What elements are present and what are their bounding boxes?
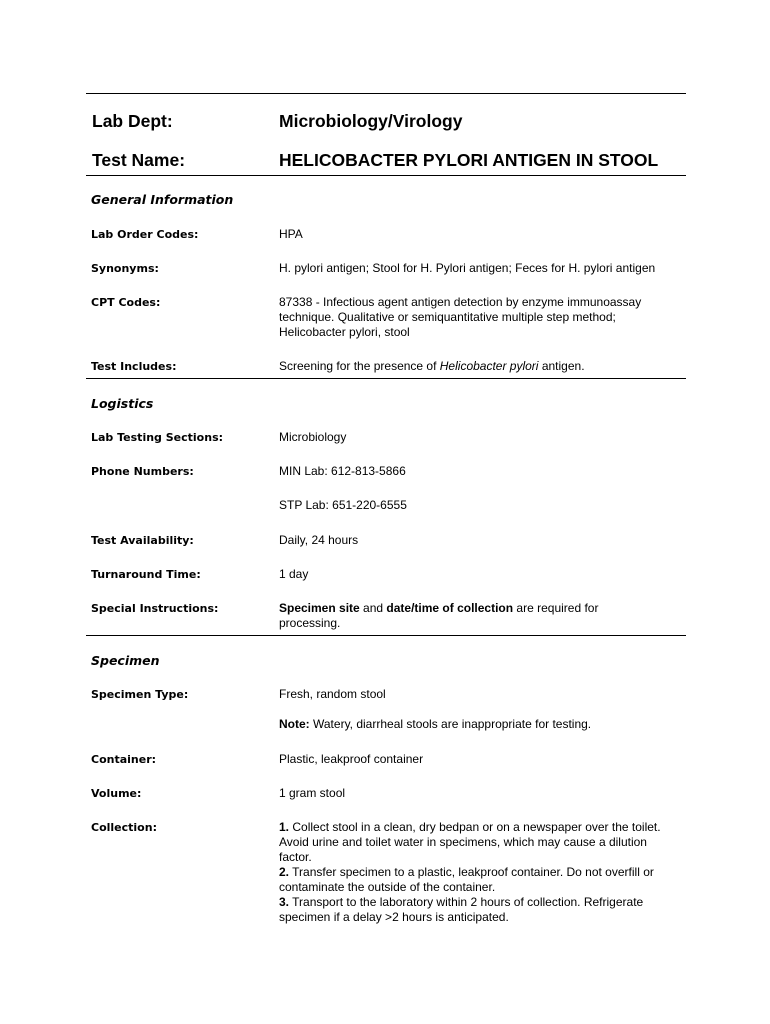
section-title-general: General Information	[91, 192, 234, 207]
phone-numbers-label: Phone Numbers:	[91, 465, 194, 478]
top-rule	[86, 93, 686, 94]
lab-dept-row	[92, 111, 682, 133]
phone-stp-lab: STP Lab: 651-220-6555	[279, 498, 407, 512]
synonyms-label: Synonyms:	[91, 262, 159, 275]
container-value: Plastic, leakproof container	[279, 752, 424, 766]
cpt-codes-value: 87338 - Infectious agent antigen detection by enzyme immunoassay technique. Qualitative or semiquantitative multiple step method; Helicobacter pylori, stool	[279, 295, 642, 339]
collection-label: Collection:	[91, 821, 157, 834]
cpt-codes-label: CPT Codes:	[91, 296, 161, 309]
lab-dept-label: Lab Dept:	[92, 111, 173, 131]
volume-value: 1 gram stool	[279, 786, 346, 800]
test-includes-label: Test Includes:	[91, 360, 177, 373]
section-title-specimen: Specimen	[91, 653, 160, 668]
general-rule	[86, 378, 686, 379]
organism-name: Helicobacter pylori	[439, 359, 539, 373]
test-name-row	[92, 150, 682, 172]
collection-steps	[279, 820, 679, 925]
phone-min-lab: MIN Lab: 612-813-5866	[279, 464, 406, 478]
test-availability-value: Daily, 24 hours	[279, 533, 359, 547]
specimen-type-value: Fresh, random stool	[279, 687, 386, 701]
collection-step-1: 1. Collect stool in a clean, dry bedpan or on a newspaper over the toilet. Avoid urine and toilet water in specimens, which may cause a dilution factor.	[279, 820, 661, 864]
container-label: Container:	[91, 753, 157, 766]
special-instructions-value: Specimen site and date/time of collection are required for processing.	[279, 601, 599, 630]
collection-step-2: 2. Transfer specimen to a plastic, leakproof container. Do not overfill or contaminate the outside of the container.	[279, 865, 654, 894]
lab-order-codes-value: HPA	[279, 227, 303, 241]
lab-testing-sections-value: Microbiology	[279, 430, 347, 444]
specimen-type-label: Specimen Type:	[91, 688, 189, 701]
synonyms-value: H. pylori antigen; Stool for H. Pylori antigen; Feces for H. pylori antigen	[279, 261, 656, 275]
special-instructions-label: Special Instructions:	[91, 602, 219, 615]
test-name-label: Test Name:	[92, 150, 186, 170]
turnaround-time-value: 1 day	[279, 567, 309, 581]
collection-step-3: 3. Transport to the laboratory within 2 hours of collection. Refrigerate specimen if a delay >2 hours is anticipated.	[279, 895, 644, 924]
logistics-rule	[86, 635, 686, 636]
lab-testing-sections-label: Lab Testing Sections:	[91, 431, 224, 444]
turnaround-time-label: Turnaround Time:	[91, 568, 201, 581]
section-title-logistics: Logistics	[91, 396, 154, 411]
test-name-value: HELICOBACTER PYLORI ANTIGEN IN STOOL	[279, 150, 659, 170]
specimen-type-note: Note: Watery, diarrheal stools are inappropriate for testing.	[279, 717, 592, 731]
test-availability-label: Test Availability:	[91, 534, 194, 547]
header-rule	[86, 175, 686, 176]
test-includes-value: Screening for the presence of Helicobacter pylori antigen.	[279, 359, 585, 373]
volume-label: Volume:	[91, 787, 142, 800]
lab-order-codes-label: Lab Order Codes:	[91, 228, 199, 241]
lab-dept-value: Microbiology/Virology	[279, 111, 463, 131]
